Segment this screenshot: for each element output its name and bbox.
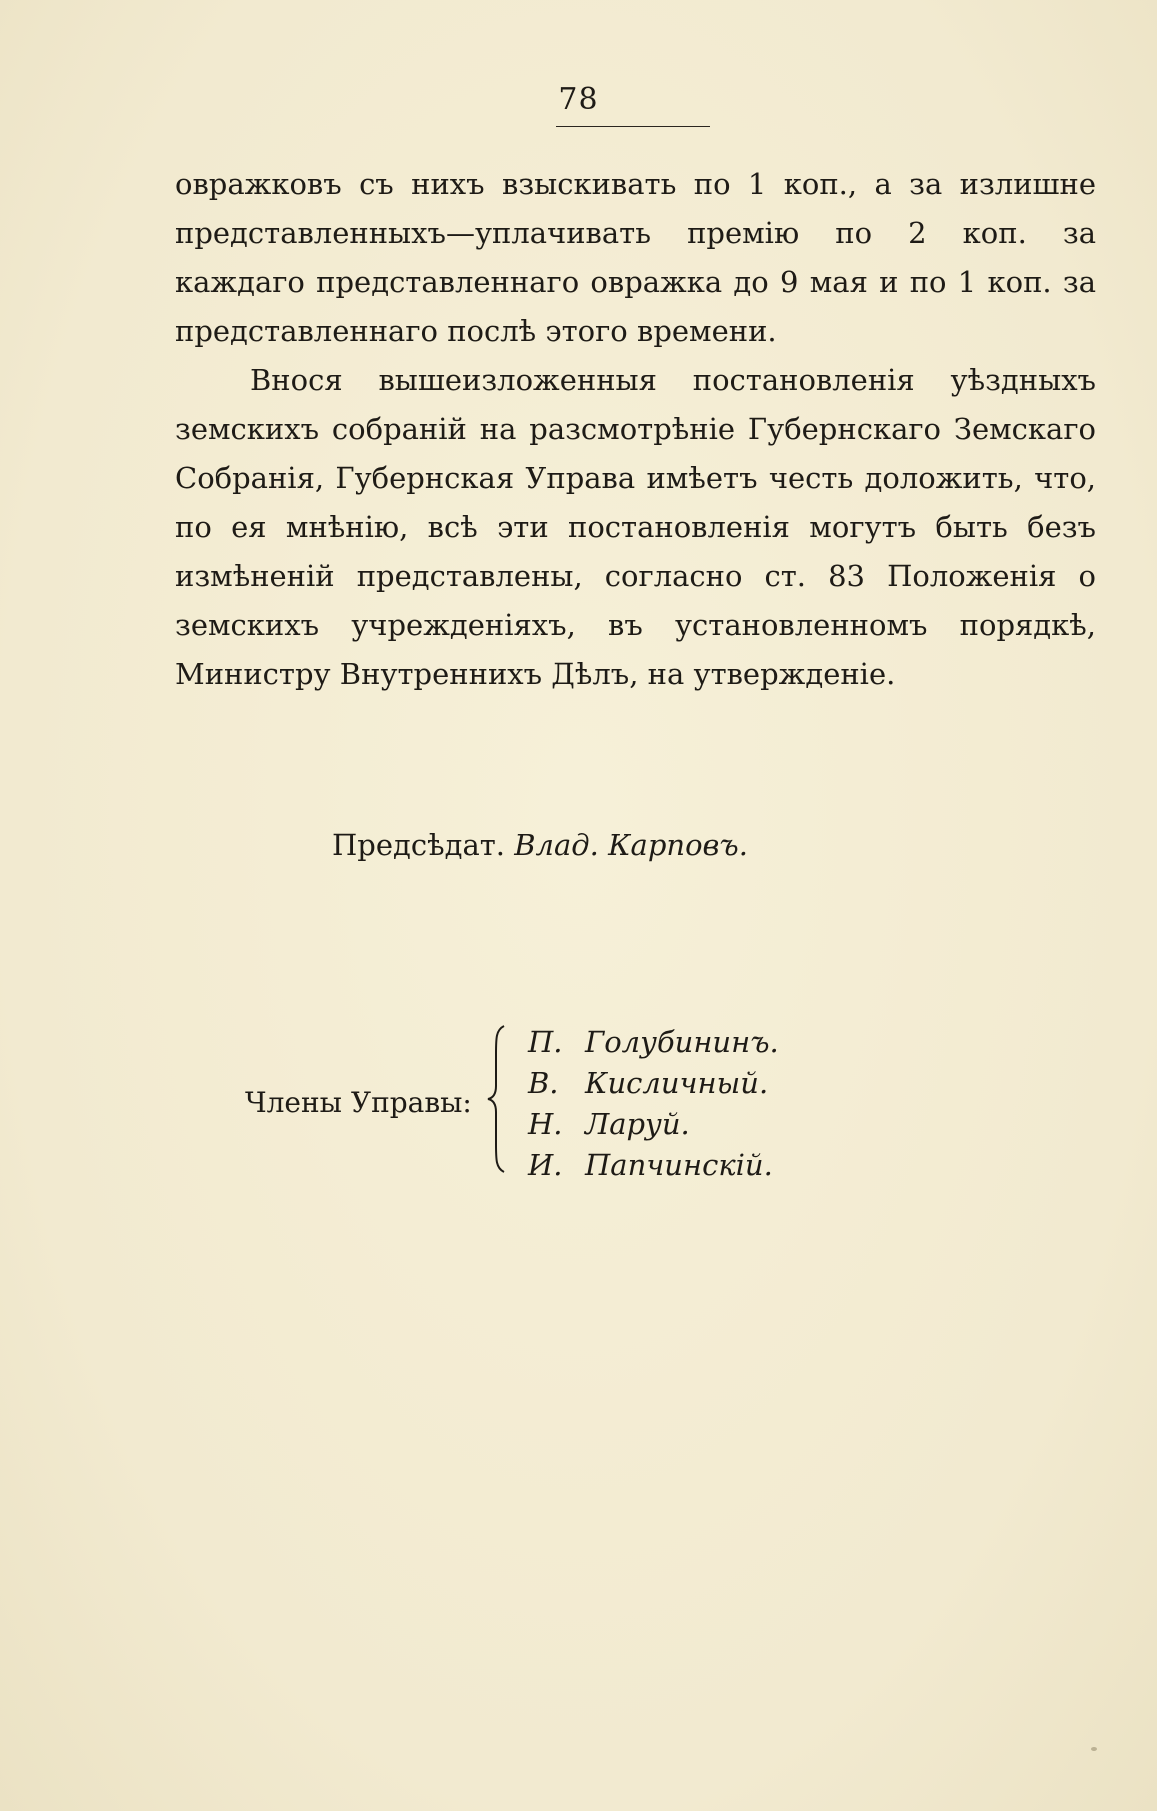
- ink-speck: [1091, 1747, 1097, 1751]
- member-row: [528, 1022, 779, 1063]
- members-brace: [486, 1024, 510, 1174]
- member-row: [528, 1104, 779, 1145]
- member-surname: Голубининъ.: [585, 1025, 779, 1059]
- page-number: 78: [558, 82, 599, 117]
- member-surname: Папчинскій.: [585, 1148, 773, 1182]
- header-rule: [556, 126, 710, 127]
- chair-signature: [332, 828, 748, 862]
- members-label: Члены Управы:: [245, 1086, 472, 1119]
- chair-title: Предсѣдат.: [332, 828, 506, 862]
- member-row: [528, 1063, 779, 1104]
- member-surname: Кисличный.: [585, 1066, 769, 1100]
- members-list: [528, 1022, 779, 1186]
- body-text: [175, 160, 1096, 699]
- member-initial: В.: [528, 1066, 559, 1100]
- member-initial: П.: [528, 1025, 563, 1059]
- chair-name: Влад. Карповъ.: [514, 828, 748, 862]
- member-surname: Ларуй.: [585, 1107, 690, 1141]
- member-row: [528, 1145, 779, 1186]
- paragraph-main: Внося вышеизложенныя постановленія уѣздныхъ земскихъ собраній на разсмотрѣніе Губернскаго Земскаго Собранія, Губернская Управа имѣетъ честь доложить, что, по ея мнѣнію, всѣ эти постановленія могутъ быть безъ измѣненій представлены, согласно ст. 83 Положенія о земскихъ учрежденіяхъ, въ установленномъ порядкѣ, Министру Внутреннихъ Дѣлъ, на утвержденіе.: [175, 363, 1096, 691]
- paragraph-continuation: овражковъ съ нихъ взыскивать по 1 коп., а за излишне представленныхъ—уплачивать премію по 2 коп. за каждаго представленнаго овражка до 9 мая и по 1 коп. за представленнаго послѣ этого времени.: [175, 167, 1096, 348]
- member-initial: И.: [528, 1148, 563, 1182]
- member-initial: Н.: [528, 1107, 563, 1141]
